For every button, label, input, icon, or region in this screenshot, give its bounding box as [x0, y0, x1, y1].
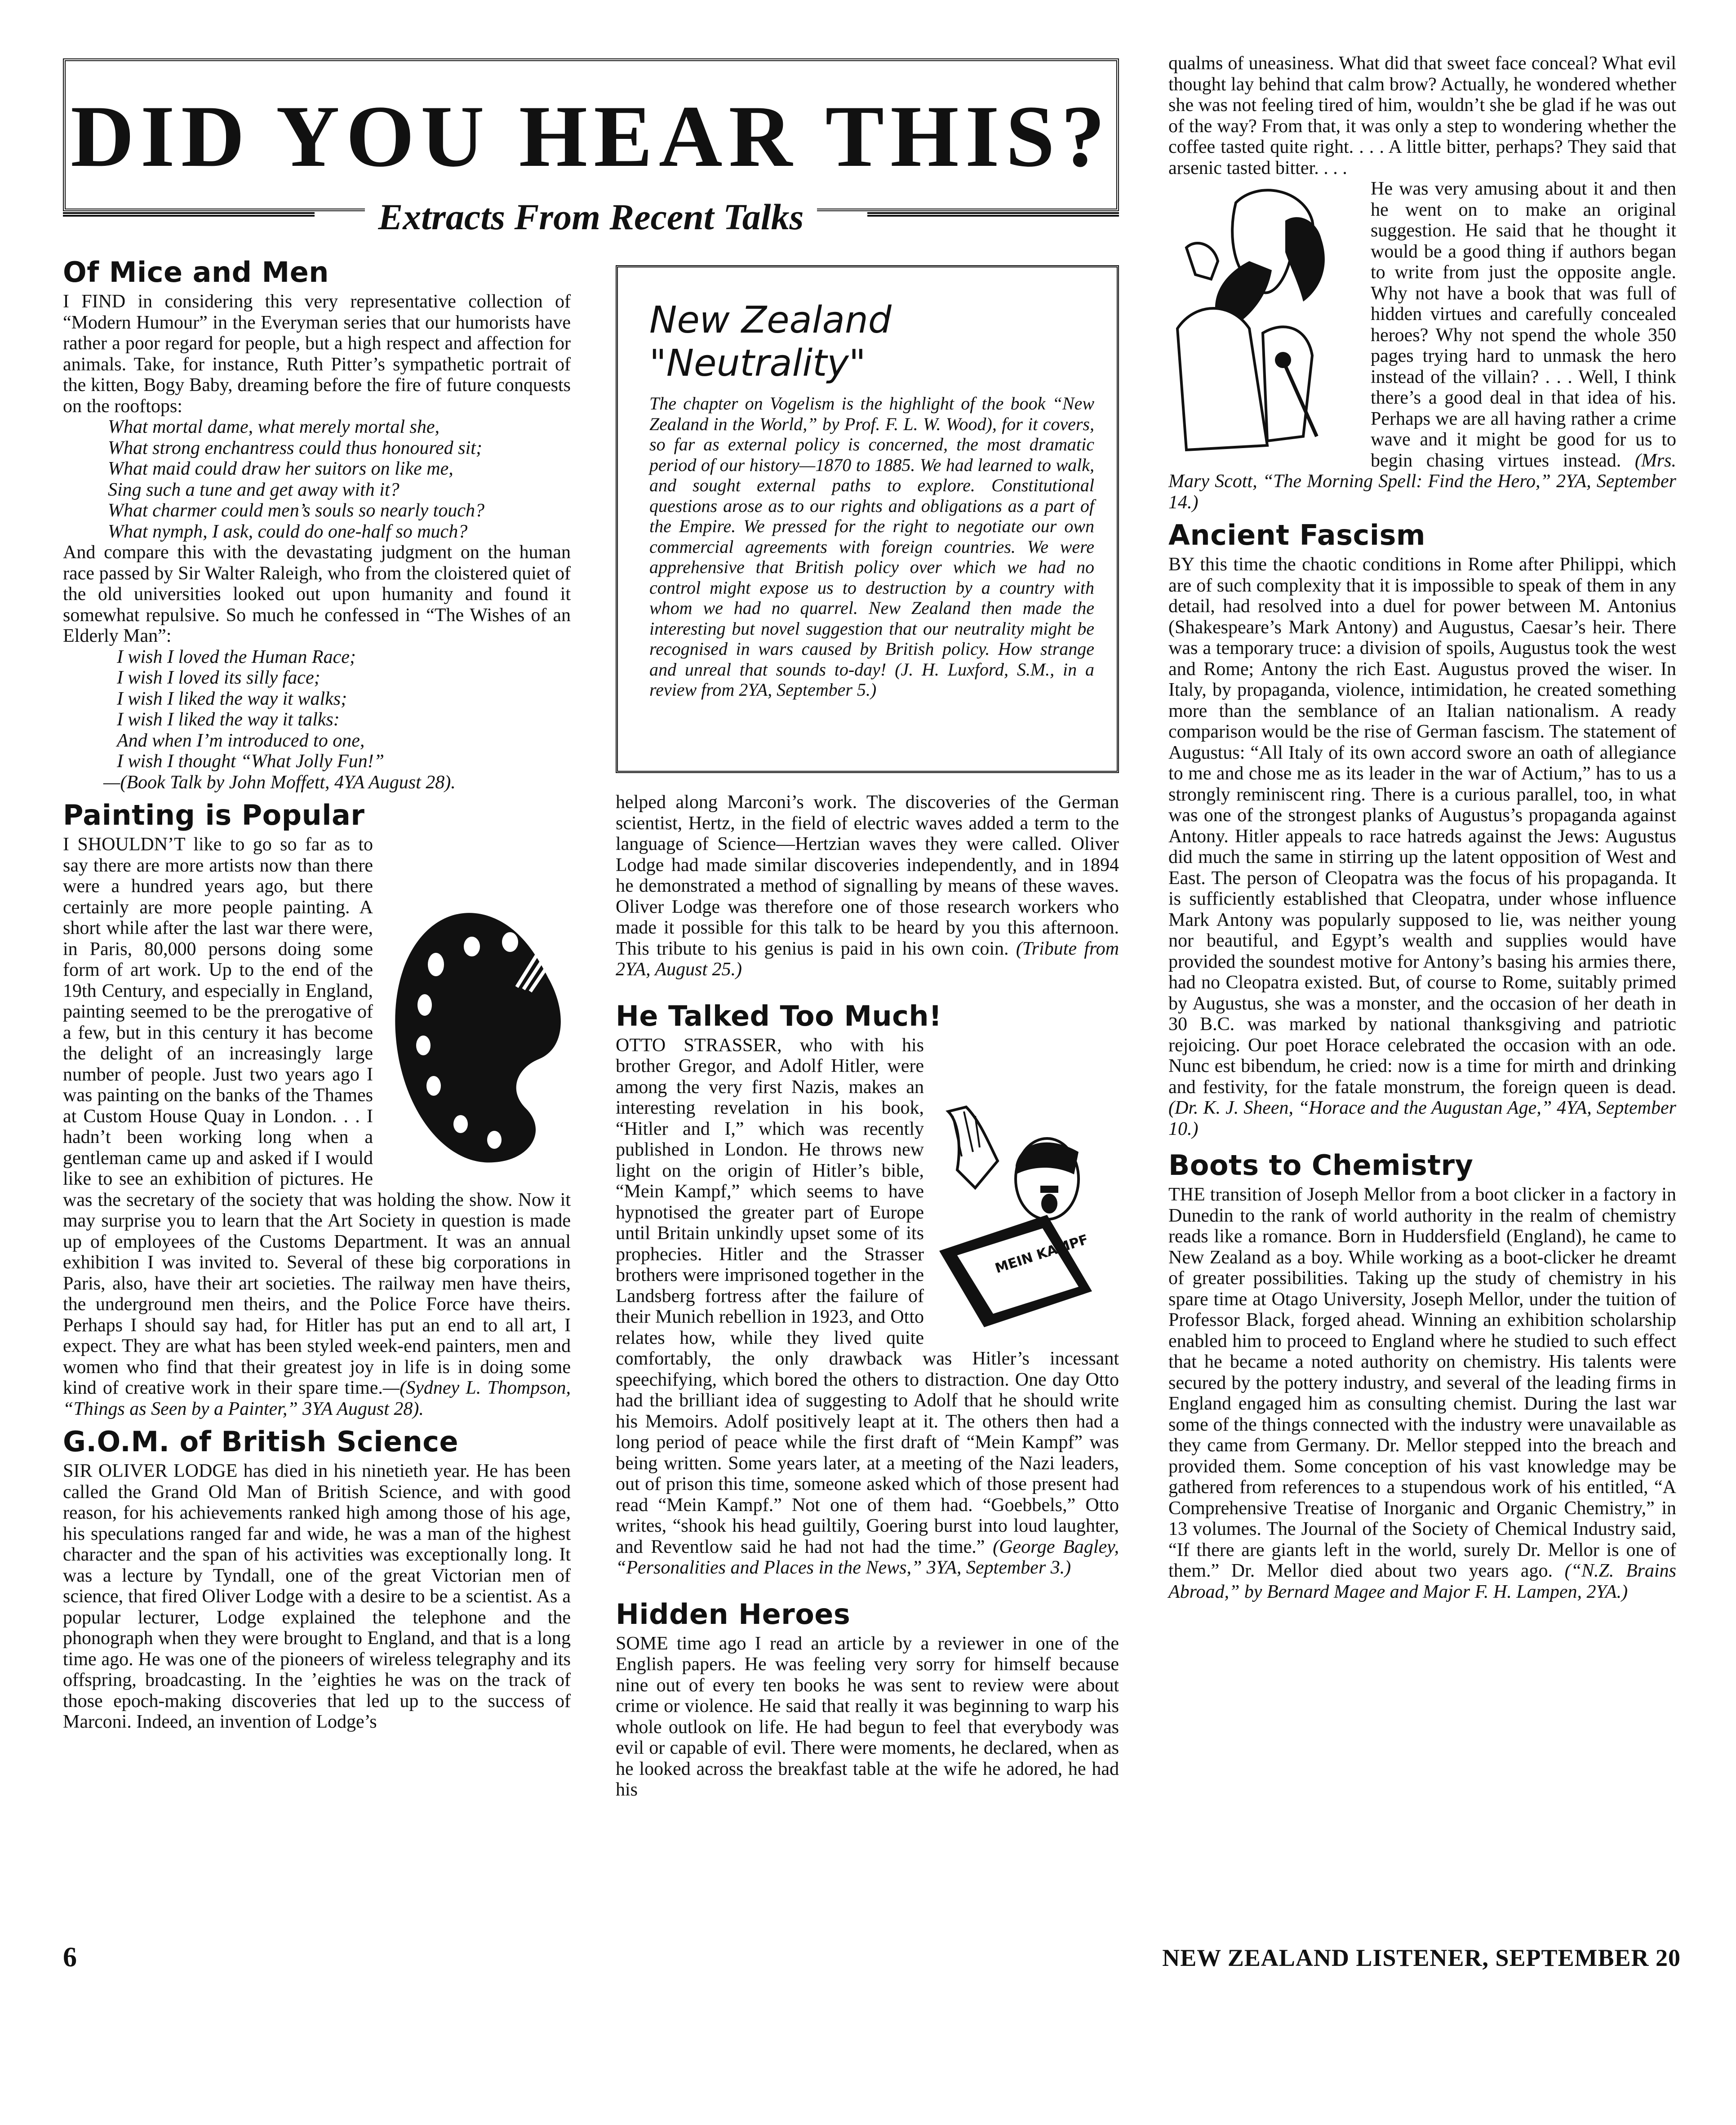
- verse-line: What strong enchantress could thus honoured sit;: [108, 437, 482, 458]
- citation: (George Bagley, “Personalities and Places in the News,” 3YA, September 3.): [616, 1536, 1119, 1578]
- heading-boots: Boots to Chemistry: [1168, 1149, 1474, 1182]
- citation: (Dr. K. J. Sheen, “Horace and the Augustan Age,” 4YA, September 10.): [1168, 1098, 1676, 1139]
- verse-line: And when I’m introduced to one,: [117, 730, 365, 751]
- heading-painting: Painting is Popular: [63, 799, 365, 831]
- gom-continued-text: helped along Marconi’s work. The discoveries of the German scientist, Hertz, in the field of electric waves added a term to the language of Science—Hertzian waves they were called. Oliver Lodge had made similar discoveries independently, and in 1894 he demonstrated a method of signalling by means of these waves. Oliver Lodge was therefore one of those research workers who made it possible for this talk to be heard by you this afternoon. This tribute to his genius is paid in his own coin.: [616, 792, 1119, 959]
- subtitle-bar: [63, 189, 1119, 238]
- heroes-continued-text: He was very amusing about it and then he went on to make an original suggestion. He said that he thought it would be a good thing if authors began to write from just the opposite angle. Why not have a book that was full of hidden virtues and carefully concealed heroes? Why not spend the whole 350 pages trying hard to unmask the hero instead of the villain? . . . Well, I think there’s a good deal in that idea of his. Perhaps we are all having rather a crime wave and it might be good for us to begin chasing virtues instead.: [1371, 178, 1676, 471]
- masthead-box: [63, 58, 1119, 211]
- verse-line: I wish I liked the way it walks;: [117, 688, 347, 709]
- page-subtitle: Extracts From Recent Talks: [365, 196, 817, 237]
- verse-line: Sing such a tune and get away with it?: [108, 479, 400, 500]
- citation: (“N.Z. Brains Abroad,” by Bernard Magee and Major F. H. Lampen, 2YA.): [1168, 1560, 1677, 1602]
- citation: —(Book Talk by John Moffett, 4YA August 28).: [103, 772, 456, 793]
- boots-text: THE transition of Joseph Mellor from a boot clicker in a factory in Dunedin to the rank of world authority in the realm of chemistry reads like a romance. Born in Huddersfield (England), he came to New Zealand as a boy. While working as a boot-clicker he dreamt of greater possibilities. Taking up the study of chemistry in his spare time at Otago University, Joseph Mellor, under the tuition of Professor Black, forged ahead. Winning an exhibition scholarship enabled him to proceed to England where he studied to such effect that he became a noted authority on chemistry. His talents were secured by the pottery industry, and several of the leading firms in England engaged him as consulting chemist. During the last war some of the things connected with the industry were unavailable as they came from Germany. Dr. Mellor stepped into the breach and provided them. Some conception of his vast knowledge may be gathered from references to a stupendous work of his entitled, “A Comprehensive Treatise of Inorganic and Organic Chemistry,” in 13 volumes. The Journal of the Society of Chemical Industry said, “If there are giants left in the world, surely Dr. Mellor is one of them.” Dr. Mellor died about two years ago.: [1168, 1184, 1676, 1581]
- villain-hero-icon: [1168, 185, 1362, 454]
- mice-paragraph-2: And compare this with the devastating judgment on the human race passed by Sir Walter Raleigh, who from the cloistered quiet of the old universities looked out upon humanity and found it somewhat repulsive. So much he confessed in “The Wishes of an Elderly Man”:: [63, 542, 571, 646]
- citation: —(Sydney L. Thompson, “Things as Seen by a Painter,” 3YA August 28).: [63, 1378, 571, 1419]
- fascism-text: BY this time the chaotic conditions in Rome after Philippi, which are of such complexity that it is impossible to speak of them in any detail, had resolved into a duel for power between M. Antonius (Shakespeare’s Mark Antony) and Augustus, Caesar’s heir. There was a temporary truce: a division of spoils, Augustus took the west and Rome; Antony the rich East. Augustus proved the wiser. In Italy, by propaganda, violence, intimidation, he created something more than the semblance of an Italian nationalism. A ready comparison would be the rise of German fascism. The statement of Augustus: “All Italy of its own accord swore an oath of allegiance to me and chose me as its leader in the war of Actium,” has to us a strongly reminiscent ring. There is a curious parallel, too, in what was one of the strongest planks of Augustus’s propaganda against Antony. Hitler appeals to race hatreds against the Jews: Augustus did much the same in stirring up the latent opposition of West and East. The person of Cleopatra was the focus of his propaganda. It is sufficiently established that Cleopatra, under whose influence Mark Antony was popularly supposed to lie, was neither young nor beautiful, and Egypt’s wealth and supplies would have provided the soundest motive for Antony’s basing his armies there, had no Cleopatra existed. But, of course to Rome, suitably primed by Augustus, she was a monster, and the occasion of her death in 30 B.C. was marked by national thanksgiving and patriotic rejoicing. Our poet Horace celebrated the occasion with an ode. Nunc est bibendum, he cried: now is a time for mirth and drinking and festivity, for the fatale monstrum, the foreign queen is dead.: [1168, 554, 1676, 1098]
- heading-talked: He Talked Too Much!: [616, 999, 942, 1032]
- publication-footer: NEW ZEALAND LISTENER, SEPTEMBER 20: [1162, 1944, 1681, 1971]
- painting-illustration-float: [382, 897, 571, 1176]
- heading-heroes: Hidden Heroes: [616, 1597, 851, 1631]
- citation: (Tribute from 2YA, August 25.): [616, 938, 1119, 980]
- heading-fascism: Ancient Fascism: [1168, 519, 1426, 551]
- neutrality-heading: New Zealand "Neutrality": [649, 299, 892, 385]
- book-label: MEIN KAMPF: [993, 1231, 1091, 1276]
- verse-line: What mortal dame, what merely mortal she,: [108, 417, 440, 437]
- villain-illustration-float: [1168, 185, 1362, 454]
- verse-line: What charmer could men’s souls so nearly touch?: [108, 500, 484, 521]
- middle-column: [616, 792, 1119, 1800]
- talked-text: OTTO STRASSER, who with his brother Gregor, and Adolf Hitler, were among the very first Nazis, makes an interesting revelation in his book, “Hitler and I,” which was recently published in London. He throws new light on the origin of Hitler’s bible, “Mein Kampf,” which seems to have hypnotised the greater part of Europe until Britain unkindly upset some of its prophecies. Hitler and the Strasser brothers were imprisoned together in the Landsberg fortress after the failure of their Munich rebellion in 1923, and Otto relates how, while they lived quite comfortably, the only drawback was Hitler’s incessant speechifying, which bored the others to distraction. One day Otto had the brilliant idea of suggesting to Adolf that he should write his Memoirs. Adolf positively leapt at it. The others then had a long period of peace while the first draft of “Mein Kampf” was being written. Some years later, at a meeting of the Nazi leaders, out of prison this time, someone asked which of those present had read “Mein Kampf.” Not one of them had. “Goebbels,” Otto writes, “shook his head guiltily, Goering burst into loud laughter, and Reventlow said he had not had the time.”: [616, 1035, 1119, 1557]
- painting-text: I SHOULDN’T like to go so far as to say there are more artists now than there were a hundred years ago, but there certainly are more people painting. A short while after the last war there were, in Paris, 80,000 persons doing some form of art work. Up to the end of the 19th Century, and especially in England, painting seemed to be the prerogative of a few, but in this century it has become the delight of an increasingly large number of people. Just two years ago I was painting on the banks of the Thames at Custom House Quay in London. . . I hadn’t been working long when a gentleman came up and asked if I would like to see an exhibition of pictures. He was the secretary of the society that was holding the show. Now it may surprise you to learn that the Art Society in question is made up of employees of the Customs Department. It was an annual exhibition I was invited to. Several of these big corporations in Paris, also, have their art societies. The railway men have theirs, the underground men theirs, and the Police Force have theirs. Perhaps I should say had, for Hitler has put an end to all art, I expect. They are what has been styled week-end painters, men and women who find that their greatest joy in life is in doing some kind of creative work in their spare time.: [63, 834, 571, 1398]
- gom-body: SIR OLIVER LODGE has died in his ninetieth year. He has been called the Grand Old Man of British Science, and with good reason, for his achievements ranked high among those of his age, his speculations ranged far and wide, he was a man of the highest character and the span of his activities was exceptionally long. It was a lecture by Tyndall, one of the great Victorian men of science, that fired Oliver Lodge with a desire to be a scientist. As a popular lecturer, Lodge explained the telephone and the phonograph when they were brought to England, and that is a long time ago. He was one of the pioneers of wireless telegraphy and its offspring, broadcasting. In the ’eighties he was on the track of those epoch-making discoveries that led up to the success of Marconi. Indeed, an invention of Lodge’s: [63, 1461, 571, 1732]
- page-title: DID YOU HEAR THIS?: [71, 88, 1111, 185]
- palette-icon: [382, 897, 571, 1176]
- verse-line: I wish I thought “What Jolly Fun!”: [117, 751, 384, 772]
- verse-line: What maid could draw her suitors on like me,: [108, 458, 453, 479]
- neutrality-body: The chapter on Vogelism is the highlight of the book “New Zealand in the World,” by Prof. F. L. W. Wood), for it covers, so far as external policy is concerned, the most dramatic period of our history—1870 to 1885. We had learned to walk, and sought external paths to explore. Constitutional questions arose as to our rights and obligations as a part of the Empire. We pressed for the right to negotiate our own commercial agreements with foreign countries. We were apprehensive that British policy over which we had no control might expose us to destruction by a country with whom we had no quarrel. New Zealand then made the interesting but novel suggestion that our neutrality might be recognised in wars caused by British policy. How strange and unreal that sounds to-day! (J. H. Luxford, S.M., in a review from 2YA, September 5.): [649, 393, 1094, 700]
- mice-verse-2: [63, 647, 571, 793]
- verse-line: I wish I liked the way it talks:: [117, 709, 340, 730]
- left-column: [63, 256, 571, 1733]
- verse-line: I wish I loved the Human Race;: [117, 646, 356, 667]
- heading-mice: Of Mice and Men: [63, 256, 329, 289]
- boots-body: [1168, 1184, 1676, 1602]
- citation: (Mrs. Mary Scott, “The Morning Spell: Find the Hero,” 2YA, September 14.): [1168, 450, 1676, 513]
- heroes-continued: qualms of uneasiness. What did that sweet face conceal? What evil thought lay behind that calm brow? Actually, he wondered whether she was not feeling tired of him, wouldn’t she be glad if he was out of the way? From that, it was only a step to wondering whether the coffee tasted quite right. . . . A little bitter, perhaps? They said that arsenic tasted bitter. . . .: [1168, 53, 1676, 178]
- mice-intro: I FIND in considering this very representative collection of “Modern Humour” in the Everyman series that our humorists have rather a poor regard for people, but a high respect and affection for animals. Take, for instance, Ruth Pitter’s sympathetic portrait of the kitten, Bogy Baby, dreaming before the fire of future conquests on the rooftops:: [63, 291, 571, 417]
- heroes-body: SOME time ago I read an article by a reviewer in one of the English papers. He was feeling very sorry for himself because nine out of every ten books he was sent to review were about crime or violence. He said that really it was beginning to warp his whole outlook on life. He had begun to feel that everybody was evil or capable of evil. There were moments, he declared, when as he looked across the breakfast table at the wife he adored, he had his: [616, 1633, 1119, 1800]
- mice-verse-1: [63, 417, 571, 542]
- verse-line: I wish I loved its silly face;: [117, 667, 320, 688]
- hitler-illustration-float: [930, 1103, 1119, 1336]
- right-column: [1168, 53, 1676, 1602]
- gom-continued: [616, 792, 1119, 980]
- fascism-body: [1168, 554, 1676, 1139]
- page-number: 6: [63, 1942, 77, 1973]
- neutrality-box: [616, 265, 1119, 773]
- heading-gom: G.O.M. of British Science: [63, 1425, 459, 1458]
- verse-line: What nymph, I ask, could do one-half so much?: [108, 521, 468, 542]
- hitler-caricature-icon: [930, 1103, 1119, 1336]
